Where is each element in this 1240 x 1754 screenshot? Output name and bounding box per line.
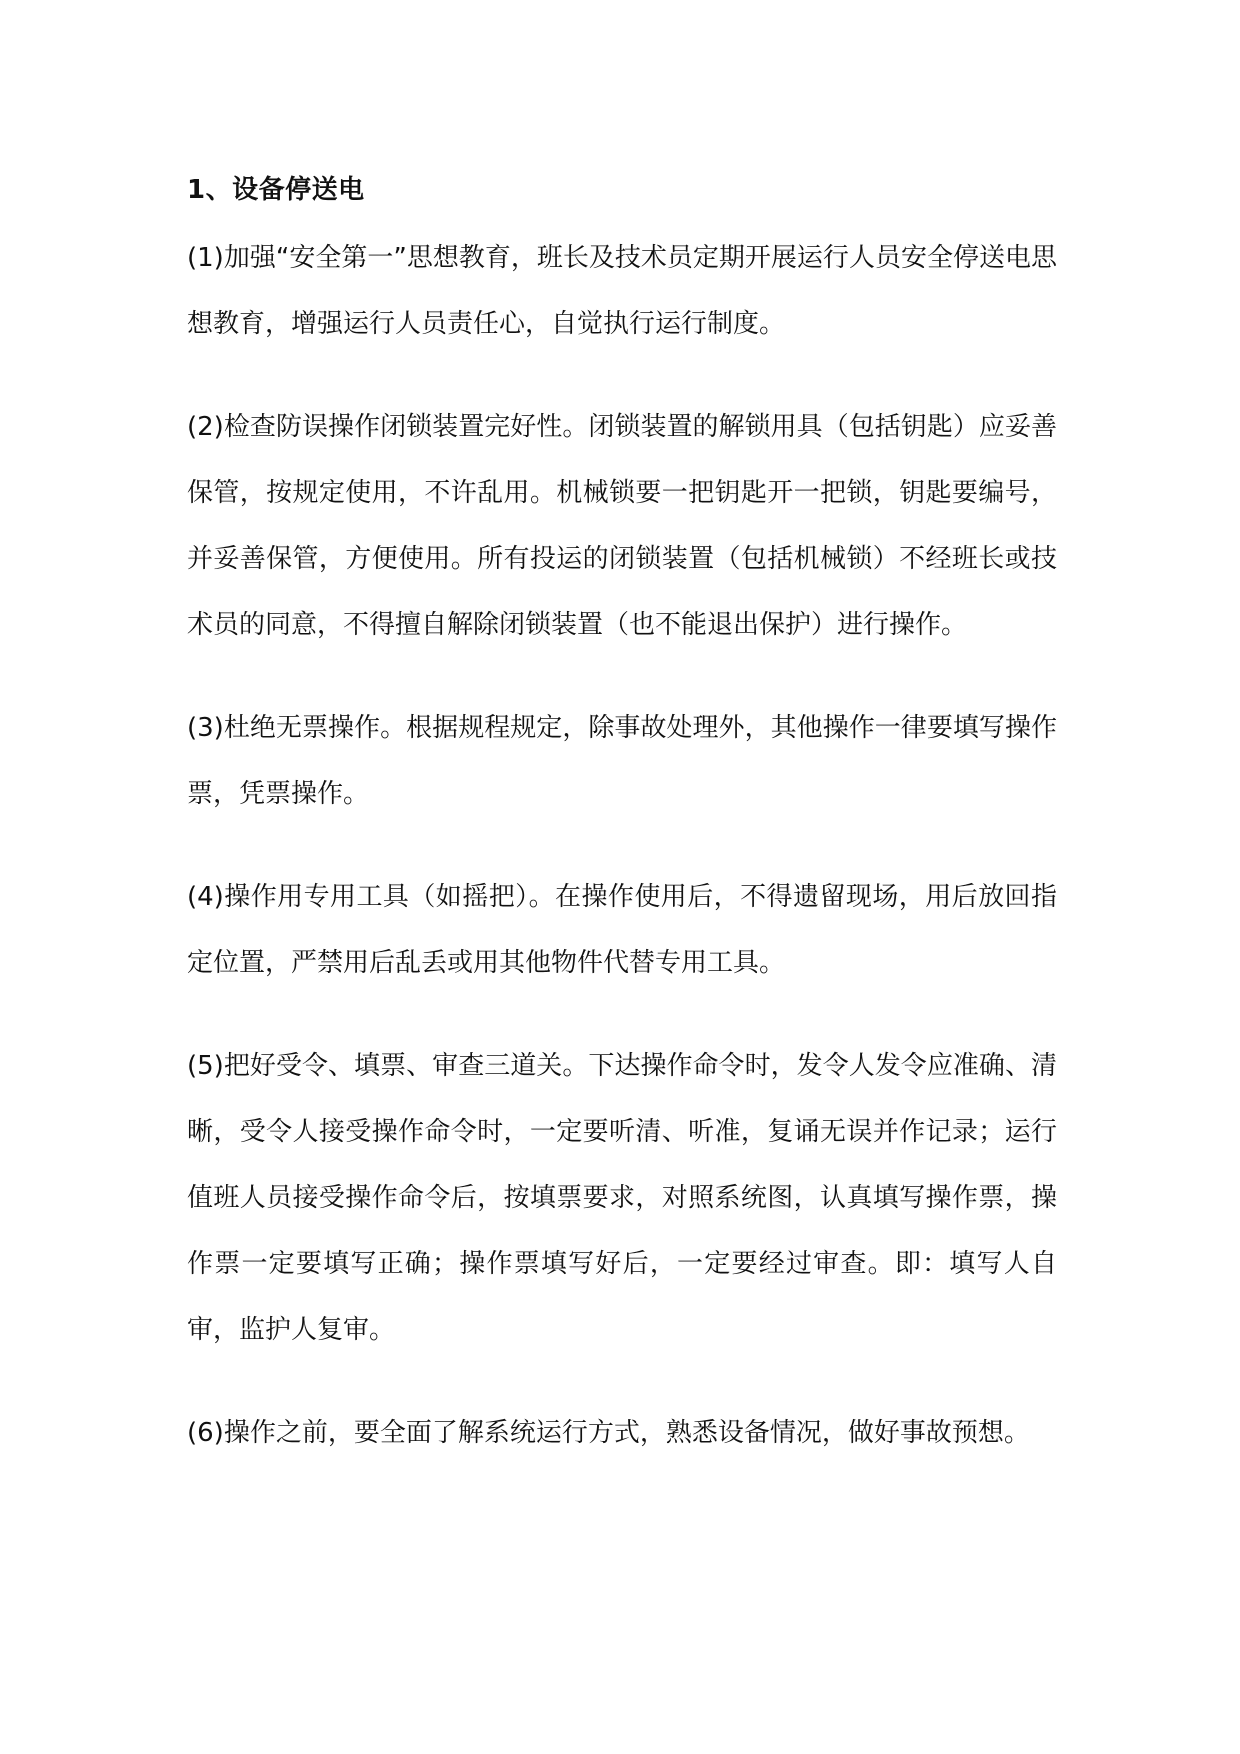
section-heading: 1、设备停送电 <box>187 175 365 205</box>
paragraph-4: (4)操作用专用工具（如摇把）。在操作使用后，不得遗留现场，用后放回指定位置，严禁用后乱丢或用其他物件代替专用工具。 <box>187 882 1057 978</box>
paragraph-6: (6)操作之前，要全面了解系统运行方式，熟悉设备情况，做好事故预想。 <box>187 1418 1030 1448</box>
paragraph-2: (2)检查防误操作闭锁装置完好性。闭锁装置的解锁用具（包括钥匙）应妥善保管，按规定使用，不许乱用。机械锁要一把钥匙开一把锁，钥匙要编号，并妥善保管，方便使用。所有投运的闭锁装置（包括机械锁）不经班长或技术员的同意，不得擅自解除闭锁装置（也不能退出保护）进行操作。 <box>187 412 1057 640</box>
paragraph-3: (3)杜绝无票操作。根据规程规定，除事故处理外，其他操作一律要填写操作票，凭票操作。 <box>187 713 1057 809</box>
document-page <box>187 170 1057 1503</box>
paragraph-5: (5)把好受令、填票、审查三道关。下达操作命令时，发令人发令应准确、清晰，受令人接受操作命令时，一定要听清、听准，复诵无误并作记录；运行值班人员接受操作命令后，按填票要求，对照系统图，认真填写操作票，操作票一定要填写正确；操作票填写好后，一定要经过审查。即：填写人自审，监护人复审。 <box>187 1051 1057 1345</box>
paragraph-1: (1)加强“安全第一”思想教育，班长及技术员定期开展运行人员安全停送电思想教育，增强运行人员责任心，自觉执行运行制度。 <box>187 243 1057 339</box>
